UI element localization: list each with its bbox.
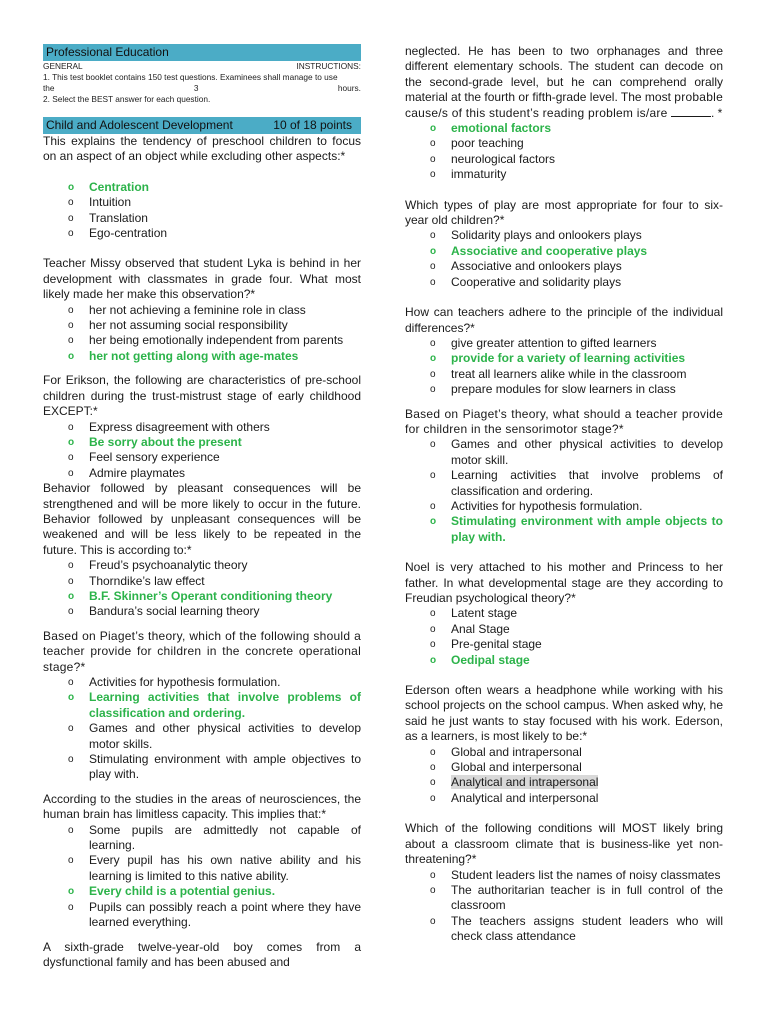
- bullet-icon: o: [68, 560, 74, 572]
- options-list: [405, 228, 723, 290]
- question-text: Which of the following conditions will MOST likely bring about a classroom climate that is business-like yet non-threatening?*: [405, 821, 723, 867]
- bullet-icon: o: [430, 777, 436, 789]
- answer-option[interactable]: [43, 604, 361, 619]
- left-column: [43, 44, 361, 970]
- answer-option[interactable]: [405, 336, 723, 351]
- bullet-icon: o: [68, 335, 74, 347]
- answer-option[interactable]: [405, 275, 723, 290]
- instr-line-3: 2. Select the BEST answer for each question.: [43, 94, 211, 104]
- option-label: The authoritarian teacher is in full control of the classroom: [451, 882, 723, 913]
- option-label: Thorndike’s law effect: [89, 573, 205, 588]
- option-label: poor teaching: [451, 136, 524, 151]
- options-list: [405, 121, 723, 183]
- bullet-icon: o: [68, 436, 75, 448]
- option-label: provide for a variety of learning activities: [451, 351, 686, 366]
- option-label: Analytical and intrapersonal: [451, 775, 599, 790]
- answer-option[interactable]: [43, 690, 361, 721]
- bullet-icon: o: [68, 606, 74, 618]
- answer-option[interactable]: [405, 382, 723, 397]
- option-label: Latent stage: [451, 606, 518, 621]
- option-label: Bandura’s social learning theory: [89, 604, 260, 619]
- answer-option[interactable]: [43, 752, 361, 783]
- bullet-icon: o: [68, 855, 74, 867]
- options-list: [43, 180, 361, 242]
- answer-option[interactable]: [405, 499, 723, 514]
- option-label: Freud’s psychoanalytic theory: [89, 558, 248, 573]
- option-label: Translation: [89, 210, 148, 225]
- option-label: Admire playmates: [89, 465, 186, 480]
- answer-option[interactable]: [405, 622, 723, 637]
- answer-option[interactable]: [43, 900, 361, 931]
- option-label: Centration: [89, 179, 149, 194]
- question-text: This explains the tendency of preschool children to focus on an aspect of an object while excluding other aspects:*: [43, 134, 361, 164]
- option-label: Activities for hypothesis formulation.: [89, 675, 281, 689]
- bullet-icon: o: [430, 470, 436, 482]
- option-label: Be sorry about the present: [89, 434, 242, 449]
- option-label: prepare modules for slow learners in class: [451, 382, 676, 397]
- answer-option[interactable]: [43, 211, 361, 226]
- question-text: Teacher Missy observed that student Lyka is behind in her development with classmates in grade four. What most likely made her make this observation?*: [43, 256, 361, 302]
- options-list: [43, 303, 361, 365]
- option-label: neurological factors: [451, 151, 556, 166]
- answer-option[interactable]: [405, 437, 723, 468]
- answer-option[interactable]: [43, 884, 361, 899]
- option-label: Learning activities that involve problems of classification and ordering.: [451, 468, 723, 498]
- bullet-icon: o: [68, 304, 74, 316]
- answer-option[interactable]: [43, 420, 361, 435]
- bullet-icon: o: [430, 915, 436, 927]
- bullet-icon: o: [68, 320, 74, 332]
- option-label: Feel sensory experience: [89, 450, 220, 465]
- options-list: [405, 745, 723, 807]
- question-text-part-c: probable cause/s of this student’s reading problem is/are: [405, 90, 723, 120]
- bullet-icon: o: [430, 123, 437, 135]
- bullet-icon: o: [430, 384, 436, 396]
- option-label: Pre-genital stage: [451, 637, 542, 652]
- answer-option[interactable]: [43, 675, 361, 690]
- option-label: The teachers assigns student leaders who will check class attendance: [451, 913, 723, 944]
- answer-option[interactable]: [405, 637, 723, 652]
- option-label: Ego-centration: [89, 226, 168, 241]
- option-label: B.F. Skinner’s Operant conditioning theory: [89, 588, 333, 603]
- bullet-icon: o: [430, 230, 436, 242]
- answer-option[interactable]: [43, 318, 361, 333]
- answer-option[interactable]: [43, 589, 361, 604]
- answer-option[interactable]: [405, 121, 723, 136]
- option-label: give greater attention to gifted learners: [451, 335, 657, 350]
- section-banner: [43, 117, 361, 134]
- bullet-icon: o: [68, 590, 75, 602]
- bullet-icon: o: [430, 654, 437, 666]
- answer-option[interactable]: [405, 653, 723, 668]
- bullet-icon: o: [430, 608, 436, 620]
- instr-line-1: 1. This test booklet contains 150 test questions. Examinees shall manage to use: [43, 72, 338, 82]
- answer-blank: [671, 116, 711, 117]
- option-label: treat all learners alike while in the classroom: [451, 366, 687, 381]
- bullet-icon: o: [68, 197, 74, 209]
- instr-line-2a: the: [43, 83, 55, 93]
- bullet-icon: o: [430, 623, 436, 635]
- question-text: For Erikson, the following are characteristics of pre-school children during the trust-mistrust stage of early childhood EXCEPT:*: [43, 373, 361, 419]
- bullet-icon: o: [430, 869, 436, 881]
- answer-option[interactable]: [43, 450, 361, 465]
- options-list: [405, 868, 723, 945]
- question-text: Behavior followed by pleasant consequences will be strengthened and will be more likely to occur in the future. Behavior followed by unpleasant consequences will be weakened and will be less likely to be repeated in the future. This is according to:*: [43, 481, 361, 557]
- option-label: Anal Stage: [451, 621, 510, 636]
- question-text: Noel is very attached to his mother and Princess to her father. In what developmental stage are they according to Freudian psychological theory?*: [405, 560, 723, 605]
- option-label: emotional factors: [451, 121, 552, 136]
- bullet-icon: o: [68, 467, 74, 479]
- header-banner: [43, 44, 361, 61]
- option-label: Express disagreement with others: [89, 419, 270, 434]
- answer-option[interactable]: [43, 226, 361, 241]
- options-list: [43, 823, 361, 931]
- bullet-icon: o: [68, 350, 75, 362]
- option-label: Pupils can possibly reach a point where they have learned everything.: [89, 899, 361, 930]
- answer-option[interactable]: [43, 466, 361, 481]
- bullet-icon: o: [68, 901, 74, 913]
- option-label: Every child is a potential genius.: [89, 884, 276, 899]
- option-label: her not achieving a feminine role in class: [89, 302, 306, 317]
- answer-option[interactable]: [43, 574, 361, 589]
- option-label: Stimulating environment with ample objects to play with.: [451, 514, 723, 544]
- option-label: Intuition: [89, 195, 132, 210]
- option-label: Activities for hypothesis formulation.: [451, 498, 643, 513]
- answer-option[interactable]: [405, 167, 723, 182]
- question-text: Based on Piaget’s theory, what should a teacher provide for children in the sensorimotor stage?*: [405, 406, 723, 436]
- answer-option[interactable]: [405, 351, 723, 366]
- instructions: [43, 61, 361, 105]
- bullet-icon: o: [430, 138, 436, 150]
- option-label: Global and interpersonal: [451, 760, 582, 775]
- answer-option[interactable]: [43, 558, 361, 573]
- bullet-icon: o: [430, 169, 436, 181]
- answer-option[interactable]: [43, 435, 361, 450]
- question-text-part-a: A sixth-grade twelve-year-old boy comes from a dysfunctional family and has been abused and: [43, 939, 361, 969]
- options-list: [405, 606, 723, 668]
- bullet-icon: o: [430, 245, 437, 257]
- answer-option[interactable]: [43, 303, 361, 318]
- answer-option[interactable]: [43, 349, 361, 364]
- bullet-icon: o: [430, 276, 436, 288]
- options-list: [405, 336, 723, 398]
- question-text: Which types of play are most appropriate for four to six-year old children?*: [405, 197, 723, 228]
- option-label: Games and other physical activities to develop motor skill.: [451, 437, 723, 467]
- bullet-icon: o: [430, 792, 436, 804]
- section-score: 10 of 18 points: [273, 118, 352, 132]
- option-label: her being emotionally independent from parents: [89, 333, 344, 348]
- option-label: immaturity: [451, 167, 507, 182]
- question-text-part-b: neglected. He has been to two orphanages and three different elementary schools. The student can decode on the second-grade level, but he can comprehend orally material at the fourth or fifth-grade level. The most: [405, 44, 723, 105]
- option-label: Games and other physical activities to develop motor skills.: [89, 721, 361, 751]
- option-label: Global and intrapersonal: [451, 744, 582, 759]
- answer-option[interactable]: [43, 195, 361, 210]
- bullet-icon: o: [430, 337, 436, 349]
- answer-option[interactable]: [405, 914, 723, 945]
- bullet-icon: o: [68, 421, 74, 433]
- question-text: Based on Piaget’s theory, which of the following should a teacher provide for children in the concrete operational stage?*: [43, 628, 361, 674]
- bullet-icon: o: [430, 261, 436, 273]
- answer-option[interactable]: [405, 868, 723, 883]
- option-label: Stimulating environment with ample objectives to play with.: [89, 752, 361, 782]
- option-label: Cooperative and solidarity plays: [451, 274, 622, 289]
- bullet-icon: o: [430, 353, 437, 365]
- answer-option[interactable]: [405, 367, 723, 382]
- options-list: [43, 558, 361, 620]
- answer-option[interactable]: [405, 244, 723, 259]
- answer-option[interactable]: [43, 853, 361, 884]
- question-text: Ederson often wears a headphone while working with his school projects on the school campus. When asked why, he said he just wants to stay focused with his work. Ederson, as a learners, is most likely to be:*: [405, 683, 723, 744]
- option-label: Analytical and interpersonal: [451, 790, 599, 805]
- bullet-icon: o: [430, 639, 436, 651]
- bullet-icon: o: [430, 153, 436, 165]
- option-label: Associative and cooperative plays: [451, 243, 648, 258]
- bullet-icon: o: [68, 181, 75, 193]
- option-label: her not getting along with age-mates: [89, 348, 299, 363]
- instr-line-2c: hours.: [337, 83, 361, 93]
- question-text: According to the studies in the areas of neurosciences, the human brain has limitless capacity. This implies that:*: [43, 791, 361, 822]
- answer-option[interactable]: [405, 791, 723, 806]
- bullet-icon: o: [68, 692, 75, 704]
- question-text-part-d: . *: [710, 105, 723, 120]
- bullet-icon: o: [68, 754, 74, 766]
- bullet-icon: o: [430, 500, 436, 512]
- bullet-icon: o: [430, 762, 436, 774]
- header-title: Professional Education: [46, 45, 169, 59]
- answer-option[interactable]: [405, 775, 723, 790]
- answer-option[interactable]: [43, 721, 361, 752]
- option-label: Learning activities that involve problems of classification and ordering.: [89, 690, 361, 720]
- answer-option[interactable]: [43, 180, 361, 195]
- options-list: [405, 437, 723, 545]
- answer-option[interactable]: [405, 468, 723, 499]
- bullet-icon: o: [430, 368, 436, 380]
- bullet-icon: o: [68, 452, 74, 464]
- bullet-icon: o: [68, 886, 75, 898]
- answer-option[interactable]: [405, 760, 723, 775]
- bullet-icon: o: [430, 746, 436, 758]
- bullet-icon: o: [68, 824, 74, 836]
- option-label: Every pupil has his own native ability and his learning is limited to this native ability.: [89, 853, 361, 883]
- answer-option[interactable]: [405, 152, 723, 167]
- answer-option[interactable]: [405, 259, 723, 274]
- instr-line-2b: 3: [193, 83, 199, 93]
- options-list: [43, 675, 361, 783]
- section-title: Child and Adolescent Development: [46, 118, 233, 132]
- option-label: Student leaders list the names of noisy classmates: [451, 867, 721, 882]
- option-label: Oedipal stage: [451, 652, 530, 667]
- answer-option[interactable]: [43, 823, 361, 854]
- instr-label-right: INSTRUCTIONS:: [296, 61, 361, 71]
- bullet-icon: o: [68, 723, 74, 735]
- bullet-icon: o: [430, 516, 437, 528]
- option-label: Solidarity plays and onlookers plays: [451, 228, 642, 243]
- answer-option[interactable]: [405, 514, 723, 545]
- answer-option[interactable]: [405, 136, 723, 151]
- bullet-icon: o: [68, 212, 74, 224]
- option-label: Some pupils are admittedly not capable of learning.: [89, 822, 361, 853]
- bullet-icon: o: [430, 439, 436, 451]
- answer-option[interactable]: [405, 606, 723, 621]
- bullet-icon: o: [68, 677, 74, 688]
- answer-option[interactable]: [405, 228, 723, 243]
- answer-option[interactable]: [43, 333, 361, 348]
- bullet-icon: o: [68, 575, 74, 587]
- answer-option[interactable]: [405, 745, 723, 760]
- right-column: [405, 44, 723, 945]
- options-list: [43, 420, 361, 482]
- answer-option[interactable]: [405, 883, 723, 914]
- bullet-icon: o: [68, 228, 74, 240]
- question-text: How can teachers adhere to the principle of the individual differences?*: [405, 305, 723, 335]
- instr-label-left: GENERAL: [43, 61, 83, 71]
- option-label: Associative and onlookers plays: [451, 259, 622, 274]
- option-label: her not assuming social responsibility: [89, 318, 288, 333]
- bullet-icon: o: [430, 884, 436, 896]
